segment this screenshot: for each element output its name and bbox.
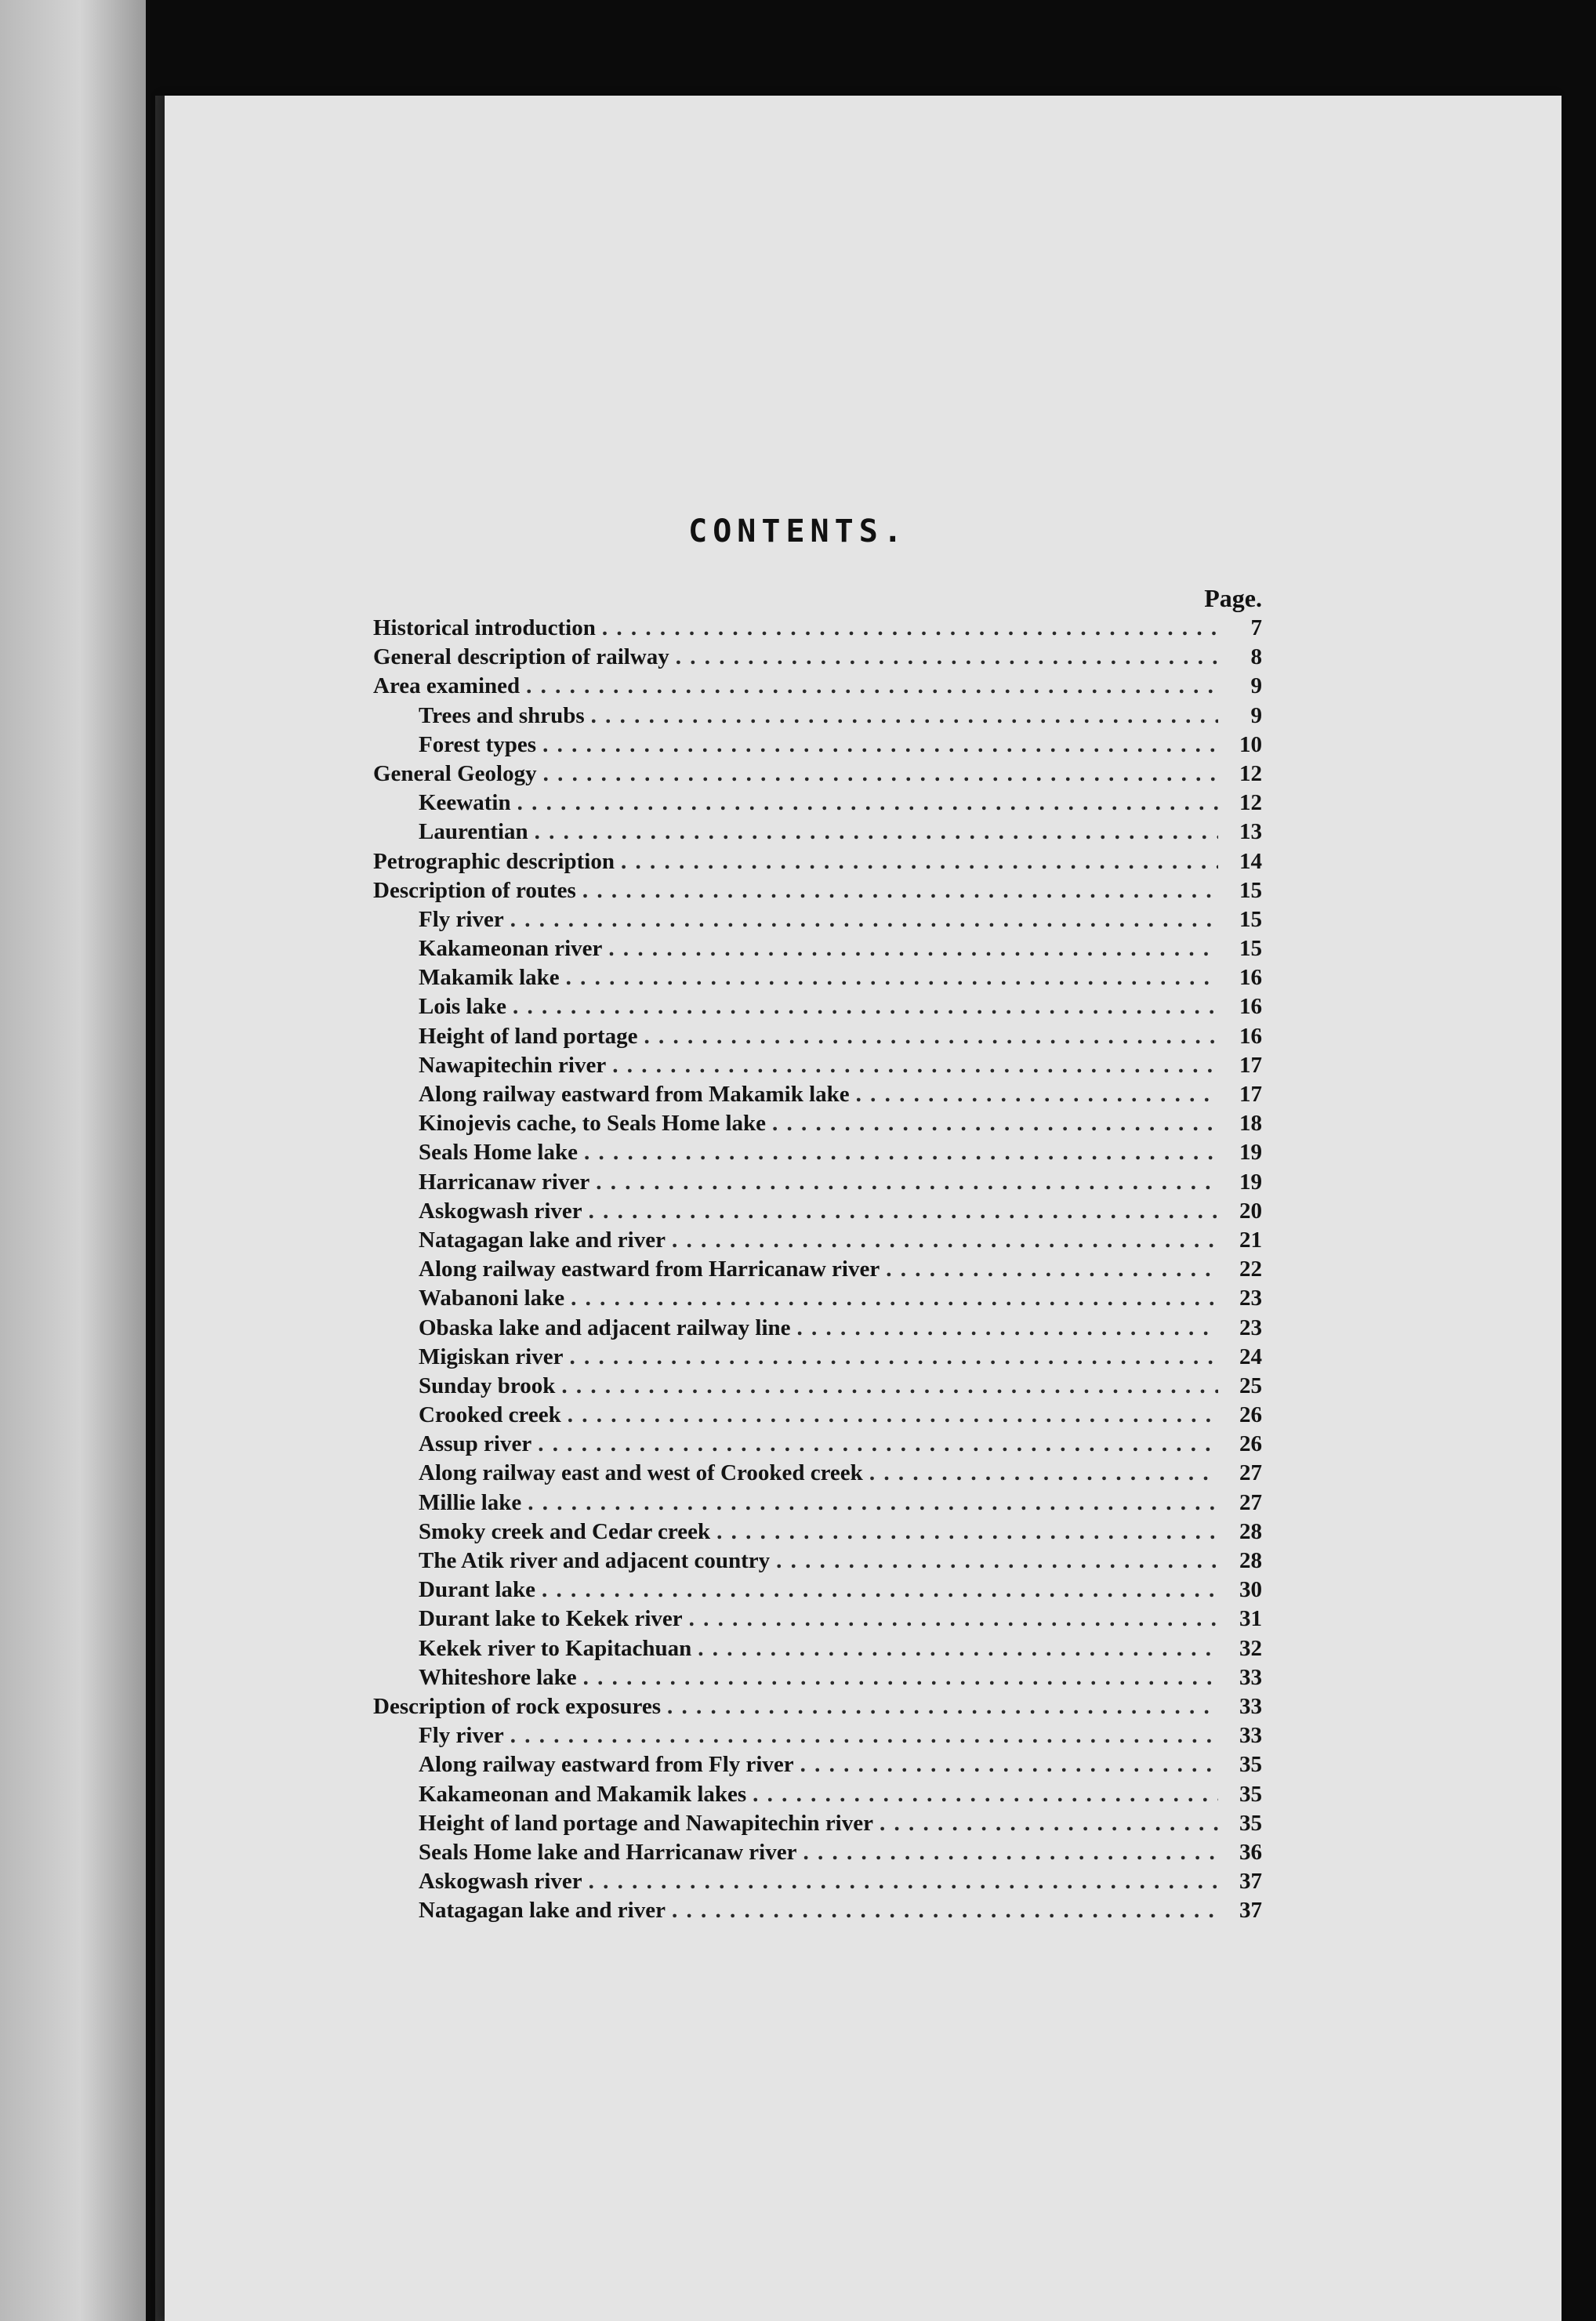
binding-gutter <box>155 96 165 2321</box>
toc-entry-title: Lois lake <box>419 994 506 1020</box>
dot-leader <box>886 1255 1218 1284</box>
toc-entry-page-number: 26 <box>1239 1431 1262 1457</box>
toc-entry <box>373 963 1262 992</box>
toc-entry <box>373 614 1262 643</box>
toc-entry-page-number: 16 <box>1239 1023 1262 1049</box>
dot-leader <box>542 731 1218 760</box>
toc-entry-title: Area examined <box>373 673 521 699</box>
toc-entry-title: Millie lake <box>419 1489 522 1515</box>
toc-entry-title: Kekek river to Kapitachuan <box>419 1635 692 1661</box>
toc-entry-title: Trees and shrubs <box>419 702 585 728</box>
toc-entry <box>373 1838 1262 1867</box>
toc-entry <box>373 643 1262 672</box>
toc-entry-page-number: 13 <box>1239 819 1262 845</box>
table-of-contents <box>373 614 1262 1925</box>
toc-entry-page-number: 31 <box>1239 1606 1262 1632</box>
toc-entry-title: Sunday brook <box>419 1373 556 1398</box>
dot-leader <box>582 876 1218 905</box>
toc-entry-page-number: 16 <box>1239 994 1262 1020</box>
dot-leader <box>589 1867 1218 1896</box>
dot-leader <box>589 1197 1218 1226</box>
dot-leader <box>753 1780 1218 1809</box>
toc-entry-title: Height of land portage and Nawapitechin river <box>419 1810 873 1836</box>
dot-leader <box>542 1576 1218 1605</box>
toc-entry <box>373 1226 1262 1255</box>
toc-entry-title: Kakameonan and Makamik lakes <box>419 1781 747 1807</box>
toc-entry-title: Fly river <box>419 906 504 932</box>
toc-entry-page-number: 9 <box>1250 702 1262 728</box>
toc-entry <box>373 1809 1262 1838</box>
adjacent-page-edge <box>0 0 146 2321</box>
toc-entry-page-number: 15 <box>1239 936 1262 962</box>
toc-entry-page-number: 27 <box>1239 1489 1262 1515</box>
toc-entry-title: Along railway eastward from Fly river <box>419 1752 794 1778</box>
toc-entry-page-number: 19 <box>1239 1140 1262 1166</box>
toc-entry-title: Kakameonan river <box>419 936 603 962</box>
toc-entry <box>373 1634 1262 1663</box>
toc-entry <box>373 1343 1262 1372</box>
toc-entry <box>373 847 1262 876</box>
toc-entry <box>373 1896 1262 1925</box>
toc-entry <box>373 1663 1262 1692</box>
toc-entry-page-number: 32 <box>1239 1635 1262 1661</box>
toc-entry-page-number: 21 <box>1239 1227 1262 1253</box>
toc-entry-title: Makamik lake <box>419 965 560 991</box>
dot-leader <box>856 1080 1218 1109</box>
toc-entry <box>373 731 1262 760</box>
toc-entry <box>373 1576 1262 1605</box>
toc-entry <box>373 1401 1262 1430</box>
toc-entry <box>373 1138 1262 1167</box>
toc-entry <box>373 1109 1262 1138</box>
toc-entry-title: Forest types <box>419 731 537 757</box>
toc-entry-page-number: 28 <box>1239 1518 1262 1544</box>
dot-leader <box>596 1168 1218 1197</box>
toc-entry <box>373 1197 1262 1226</box>
toc-entry <box>373 1255 1262 1284</box>
dot-leader <box>672 1226 1218 1255</box>
toc-entry-page-number: 28 <box>1239 1548 1262 1573</box>
toc-entry-title: Seals Home lake and Harricanaw river <box>419 1839 797 1865</box>
toc-entry-page-number: 9 <box>1250 673 1262 699</box>
toc-entry-title: Nawapitechin river <box>419 1052 607 1078</box>
toc-entry <box>373 1605 1262 1634</box>
toc-entry-title: Height of land portage <box>419 1023 638 1049</box>
toc-entry <box>373 789 1262 818</box>
toc-entry-page-number: 15 <box>1239 906 1262 932</box>
toc-entry-title: Natagagan lake and river <box>419 1227 666 1253</box>
page-column-heading: Page. <box>1204 584 1262 612</box>
toc-entry-title: Petrographic description <box>373 848 615 874</box>
dot-leader <box>689 1605 1218 1634</box>
toc-entry <box>373 702 1262 731</box>
dot-leader <box>667 1692 1218 1721</box>
toc-entry-title: Assup river <box>419 1431 532 1457</box>
dot-leader <box>566 963 1218 992</box>
toc-entry-title: General Geology <box>373 760 537 786</box>
dot-leader <box>800 1750 1218 1779</box>
dot-leader <box>510 905 1218 934</box>
toc-entry-title: Askogwash river <box>419 1198 582 1224</box>
toc-entry-page-number: 17 <box>1239 1082 1262 1107</box>
dot-leader <box>602 614 1218 643</box>
toc-entry <box>373 1750 1262 1779</box>
toc-entry-title: Along railway east and west of Crooked creek <box>419 1460 863 1486</box>
toc-entry <box>373 1867 1262 1896</box>
toc-entry <box>373 1022 1262 1051</box>
toc-entry-page-number: 17 <box>1239 1052 1262 1078</box>
dot-leader <box>608 934 1218 963</box>
dot-leader <box>526 672 1218 701</box>
toc-entry-title: Obaska lake and adjacent railway line <box>419 1315 791 1340</box>
toc-entry-page-number: 26 <box>1239 1402 1262 1428</box>
toc-entry-title: Whiteshore lake <box>419 1664 577 1690</box>
toc-entry-page-number: 30 <box>1239 1577 1262 1603</box>
toc-entry-page-number: 18 <box>1239 1111 1262 1137</box>
dot-leader <box>880 1809 1218 1838</box>
toc-entry-page-number: 23 <box>1239 1315 1262 1340</box>
toc-entry-title: Kinojevis cache, to Seals Home lake <box>419 1111 767 1137</box>
toc-entry <box>373 1489 1262 1518</box>
toc-entry-page-number: 16 <box>1239 965 1262 991</box>
dot-leader <box>772 1109 1218 1138</box>
dot-leader <box>869 1459 1218 1488</box>
dot-leader <box>583 1663 1218 1692</box>
dot-leader <box>517 789 1218 818</box>
toc-entry-page-number: 12 <box>1239 790 1262 816</box>
toc-entry-page-number: 37 <box>1239 1869 1262 1895</box>
toc-entry-title: Keewatin <box>419 790 511 816</box>
toc-entry <box>373 934 1262 963</box>
toc-entry-title: Historical introduction <box>373 615 596 640</box>
toc-entry-page-number: 23 <box>1239 1286 1262 1311</box>
toc-entry-page-number: 10 <box>1239 731 1262 757</box>
toc-entry-title: Harricanaw river <box>419 1169 590 1195</box>
toc-entry-page-number: 15 <box>1239 877 1262 903</box>
dot-leader <box>535 818 1218 847</box>
toc-entry-title: Seals Home lake <box>419 1140 578 1166</box>
toc-entry-page-number: 35 <box>1239 1781 1262 1807</box>
toc-entry-page-number: 33 <box>1239 1723 1262 1749</box>
toc-entry-page-number: 27 <box>1239 1460 1262 1486</box>
toc-entry-page-number: 8 <box>1250 644 1262 670</box>
dot-leader <box>797 1314 1218 1343</box>
toc-entry-title: Migiskan river <box>419 1344 564 1369</box>
dot-leader <box>569 1343 1218 1372</box>
toc-entry-title: Wabanoni lake <box>419 1286 565 1311</box>
toc-entry-title: General description of railway <box>373 644 669 670</box>
toc-entry-title: The Atik river and adjacent country <box>419 1548 771 1573</box>
toc-entry <box>373 992 1262 1021</box>
toc-entry-page-number: 12 <box>1239 760 1262 786</box>
toc-entry-title: Askogwash river <box>419 1869 582 1895</box>
toc-entry-page-number: 25 <box>1239 1373 1262 1398</box>
toc-entry <box>373 1051 1262 1080</box>
dot-leader <box>776 1547 1218 1576</box>
toc-entry <box>373 1168 1262 1197</box>
toc-entry-title: Along railway eastward from Harricanaw river <box>419 1257 880 1282</box>
dot-leader <box>584 1138 1218 1167</box>
dot-leader <box>716 1518 1218 1547</box>
toc-entry-page-number: 36 <box>1239 1839 1262 1865</box>
dot-leader <box>591 702 1218 731</box>
toc-entry <box>373 1284 1262 1313</box>
toc-entry-title: Durant lake <box>419 1577 536 1603</box>
toc-entry-page-number: 35 <box>1239 1752 1262 1778</box>
toc-entry <box>373 1780 1262 1809</box>
dot-leader <box>513 992 1218 1021</box>
toc-entry-page-number: 24 <box>1239 1344 1262 1369</box>
dot-leader <box>698 1634 1218 1663</box>
toc-entry <box>373 672 1262 701</box>
toc-entry-title: Crooked creek <box>419 1402 561 1428</box>
toc-entry <box>373 1372 1262 1401</box>
toc-entry <box>373 760 1262 789</box>
page-title: CONTENTS. <box>688 513 908 549</box>
toc-entry-page-number: 33 <box>1239 1693 1262 1719</box>
toc-entry-page-number: 20 <box>1239 1198 1262 1224</box>
toc-entry <box>373 1080 1262 1109</box>
dot-leader <box>621 847 1218 876</box>
dot-leader <box>528 1489 1218 1518</box>
dot-leader <box>612 1051 1218 1080</box>
dot-leader <box>568 1401 1218 1430</box>
toc-entry-title: Fly river <box>419 1723 504 1749</box>
toc-entry-page-number: 37 <box>1239 1898 1262 1924</box>
dot-leader <box>672 1896 1218 1925</box>
toc-entry-page-number: 19 <box>1239 1169 1262 1195</box>
toc-entry-title: Description of rock exposures <box>373 1693 662 1719</box>
toc-entry <box>373 905 1262 934</box>
dot-leader <box>644 1022 1218 1051</box>
toc-entry-title: Natagagan lake and river <box>419 1898 666 1924</box>
toc-entry <box>373 1692 1262 1721</box>
dot-leader <box>543 760 1218 789</box>
toc-entry-title: Laurentian <box>419 819 528 845</box>
toc-entry-title: Description of routes <box>373 877 576 903</box>
toc-entry <box>373 876 1262 905</box>
dot-leader <box>538 1430 1218 1459</box>
toc-entry <box>373 1459 1262 1488</box>
dot-leader <box>803 1838 1218 1867</box>
toc-entry-title: Along railway eastward from Makamik lake <box>419 1082 850 1107</box>
toc-entry-page-number: 22 <box>1239 1257 1262 1282</box>
toc-entry-title: Smoky creek and Cedar creek <box>419 1518 711 1544</box>
toc-entry <box>373 1314 1262 1343</box>
toc-entry-page-number: 35 <box>1239 1810 1262 1836</box>
toc-entry <box>373 818 1262 847</box>
dot-leader <box>510 1721 1218 1750</box>
toc-entry <box>373 1721 1262 1750</box>
toc-entry <box>373 1430 1262 1459</box>
dot-leader <box>561 1372 1218 1401</box>
toc-entry <box>373 1518 1262 1547</box>
dot-leader <box>676 643 1218 672</box>
toc-entry-page-number: 33 <box>1239 1664 1262 1690</box>
toc-entry-page-number: 14 <box>1239 848 1262 874</box>
toc-entry <box>373 1547 1262 1576</box>
dot-leader <box>571 1284 1218 1313</box>
toc-entry-page-number: 7 <box>1250 615 1262 640</box>
toc-entry-title: Durant lake to Kekek river <box>419 1606 683 1632</box>
